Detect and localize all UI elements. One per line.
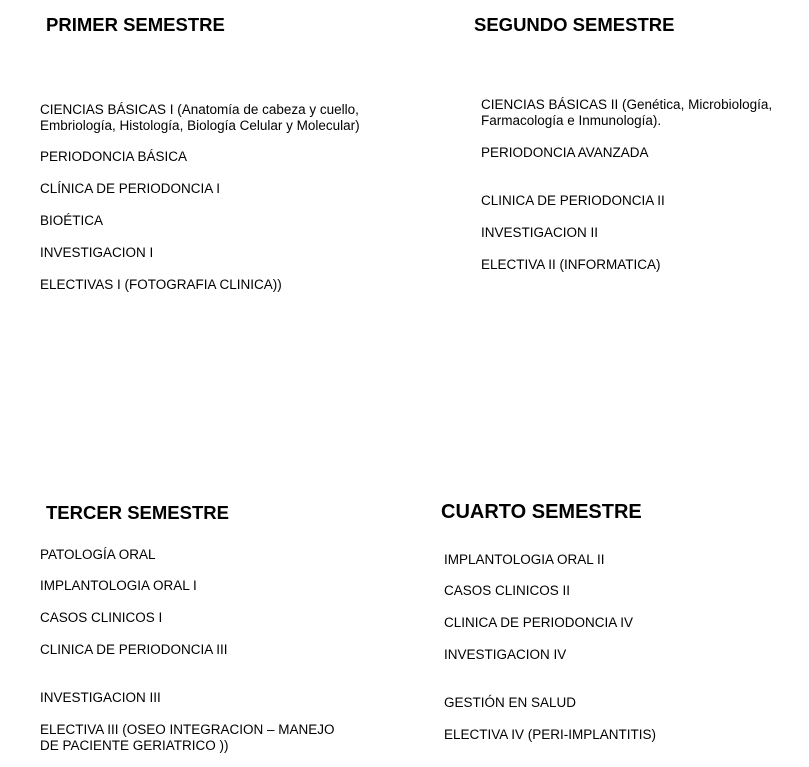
course-item: INVESTIGACION I — [40, 245, 154, 260]
course-line: CIENCIAS BÁSICAS I (Anatomía de cabeza y cuello, — [40, 102, 359, 117]
course-item: PERIODONCIA AVANZADA — [481, 145, 649, 160]
course-item: INVESTIGACION II — [481, 225, 599, 240]
course-item: ELECTIVA IV (PERI-IMPLANTITIS) — [444, 727, 657, 742]
course-item: CASOS CLINICOS II — [444, 583, 571, 598]
course-item: ELECTIVAS I (FOTOGRAFIA CLINICA)) — [40, 277, 282, 292]
semester-title: TERCER SEMESTRE — [46, 502, 229, 523]
semester-title: CUARTO SEMESTRE — [441, 501, 642, 523]
course-line: Embriología, Histología, Biología Celular y Molecular) — [40, 118, 360, 133]
course-line: CIENCIAS BÁSICAS II (Genética, Microbiología, — [481, 97, 773, 112]
course-item: CLÍNICA DE PERIODONCIA I — [40, 181, 221, 196]
course-item: IMPLANTOLOGIA ORAL I — [40, 578, 197, 593]
course-item: PERIODONCIA BÁSICA — [40, 149, 188, 164]
course-item: PATOLOGÍA ORAL — [40, 547, 156, 562]
course-item: CLINICA DE PERIODONCIA IV — [444, 615, 634, 630]
course-item: GESTIÓN EN SALUD — [444, 695, 577, 710]
course-line: Farmacología e Inmunología). — [481, 113, 662, 128]
course-item: INVESTIGACION III — [40, 690, 161, 705]
course-item — [481, 97, 772, 129]
course-item — [40, 722, 335, 754]
course-line: ELECTIVA III (OSEO INTEGRACION – MANEJO — [40, 722, 335, 737]
course-item: CLINICA DE PERIODONCIA III — [40, 642, 228, 657]
semester-title: SEGUNDO SEMESTRE — [474, 14, 675, 35]
course-item: INVESTIGACION IV — [444, 647, 567, 662]
course-line: DE PACIENTE GERIATRICO )) — [40, 738, 229, 753]
course-item: IMPLANTOLOGIA ORAL II — [444, 552, 605, 567]
course-item: CASOS CLINICOS I — [40, 610, 163, 625]
course-item: ELECTIVA II (INFORMATICA) — [481, 257, 661, 272]
course-item — [40, 102, 360, 134]
course-item: CLINICA DE PERIODONCIA II — [481, 193, 665, 208]
course-item: BIOÉTICA — [40, 213, 104, 228]
semester-title: PRIMER SEMESTRE — [46, 14, 225, 35]
